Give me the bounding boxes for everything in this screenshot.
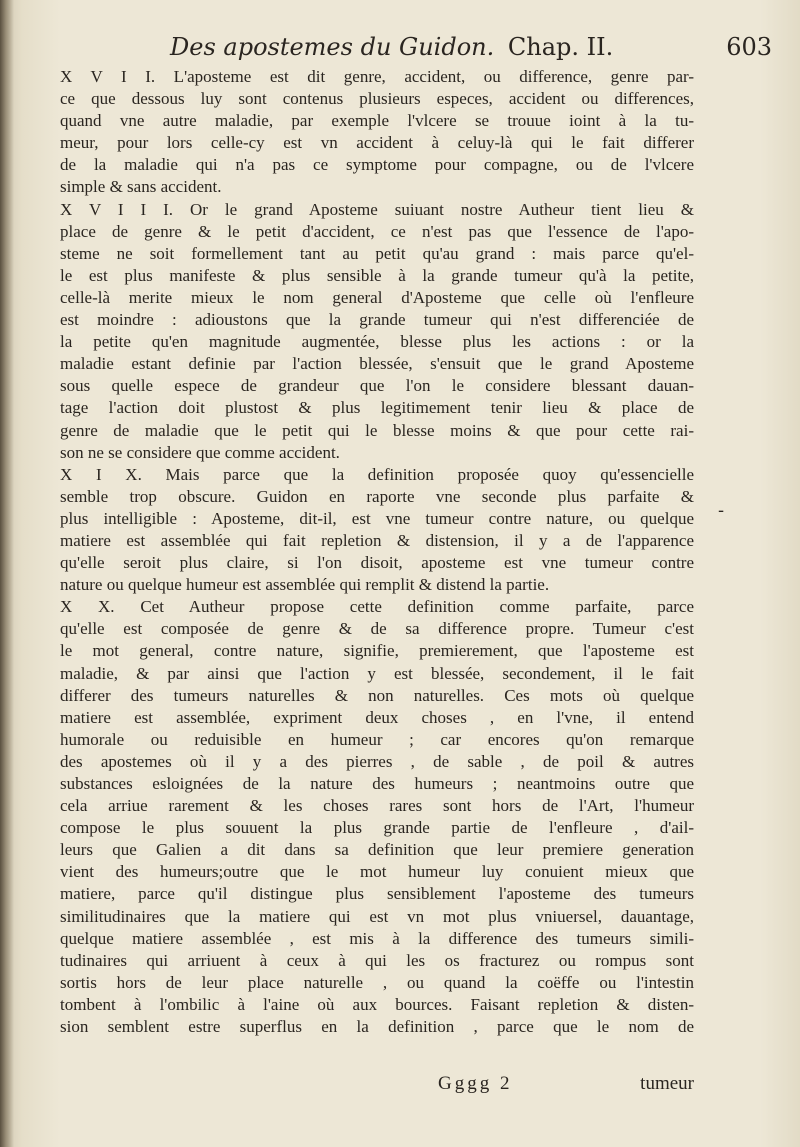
text-line: meur, pour lors celle-cy est vn accident à celuy-là qui le fait differer (60, 133, 694, 153)
text-line: maladie estant definie par l'action blessée, s'ensuit que le grand Aposteme (60, 354, 694, 374)
text-line: similitudinaires que la matiere qui est vn mot plus vniuersel, dauantage, (60, 906, 694, 926)
text-line: plus intelligible : Aposteme, dit-il, est vne tumeur contre nature, ou quelque (60, 508, 694, 528)
text-line: la petite qu'en magnitude augmentée, blesse plus les actions : or la (60, 332, 694, 352)
text-line: sous quelle espece de grandeur que l'on le considere blessant dauan- (60, 376, 694, 396)
text-line: celle-là merite mieux le nom general d'Aposteme que celle où l'enfleure (60, 287, 694, 307)
text-line: son ne se considere que comme accident. (60, 442, 340, 462)
text-line: qu'elle seroit plus claire, si l'on disoit, aposteme est vne tumeur contre (60, 553, 694, 573)
catchword: tumeur (640, 1073, 694, 1094)
text-line: compose le plus souuent la plus grande partie de l'enfleure , d'ail- (60, 818, 694, 838)
text-line: sortis hors de leur place naturelle , ou quand la coëffe ou l'intestin (60, 972, 694, 992)
text-line: simple & sans accident. (60, 177, 222, 197)
text-line: tombent à l'ombilic à l'aine où aux bources. Faisant repletion & disten- (60, 994, 694, 1014)
text-line: substances esloignées de la nature des humeurs ; neantmoins outre que (60, 774, 694, 793)
text-line: humorale ou reduisible en humeur ; car encores qu'on remarque (60, 729, 694, 749)
chapter-label: Chap. II. (507, 33, 614, 61)
text-line: vient des humeurs;outre que le mot humeur luy conuient mieux que (60, 862, 694, 882)
text-line: matiere est assemblée, expriment deux choses , en l'vne, il entend (60, 707, 694, 727)
text-line: tage l'action doit plustost & plus legitimement tenir lieu & place de (60, 398, 694, 418)
page-number: 603 (726, 33, 772, 61)
text-line: sion semblent estre superflus en la definition , parce que le nom de (60, 1017, 694, 1037)
text-line: cela arriue rarement & les choses rares sont hors de l'Art, l'humeur (60, 796, 694, 816)
text-line: qu'elle est composée de genre & de sa difference propre. Tumeur c'est (60, 619, 694, 639)
margin-mark: - (718, 500, 725, 521)
text-line: X X. Cet Autheur propose cette definition comme parfaite, parce (60, 597, 694, 617)
text-line: matiere est assemblée qui fait repletion & distension, il y a de l'apparence (60, 530, 694, 550)
text-line: X V I I I. Or le grand Aposteme suiuant nostre Autheur tient lieu & (60, 199, 694, 219)
text-line: steme ne soit formellement tant au petit qu'au grand : mais parce qu'el- (60, 243, 694, 263)
text-line: nature ou quelque humeur est assemblée qui remplit & distend la partie. (60, 575, 550, 595)
text-line: genre de maladie que le petit qui le blesse moins & que pour cette rai- (60, 420, 694, 440)
text-line: X I X. Mais parce que la definition proposée quoy qu'essencielle (60, 464, 694, 484)
text-line: des apostemes où il y a des pierres , de sable , de poil & autres (60, 751, 694, 771)
text-line: quand vne autre maladie, par exemple l'vlcere se trouue ioint à la tu- (60, 111, 694, 131)
text-line: tudinaires qui arriuent à ceux à qui les os fracturez ou rompus sont (60, 950, 694, 970)
text-line: X V I I. L'aposteme est dit genre, accident, ou difference, genre par- (60, 67, 694, 86)
running-header (170, 30, 780, 64)
text-line: maladie, & par ainsi que l'action y est blessée, secondement, il le fait (60, 663, 694, 683)
text-line: ce que dessous luy sont contenus plusieurs especes, accident ou differences, (60, 89, 694, 109)
text-line: est moindre : adioustons que la grande tumeur qui n'est differenciée de (60, 310, 694, 330)
page-footer (60, 1073, 694, 1097)
text-line: le mot general, contre nature, signifie, premierement, que l'aposteme est (60, 641, 694, 661)
text-line: de la maladie qui n'a pas ce symptome pour compagne, ou de l'vlcere (60, 155, 694, 175)
page-body-text (60, 66, 694, 1038)
text-line: place de genre & le petit d'accident, ce n'est pas que l'essence de l'apo- (60, 221, 694, 241)
text-line: semble trop obscure. Guidon en raporte vne seconde plus parfaite & (60, 486, 694, 506)
signature-mark: Gggg 2 (438, 1073, 513, 1094)
text-line: quelque matiere assemblée , est mis à la difference des tumeurs simili- (60, 928, 694, 948)
text-line: matiere, parce qu'il distingue plus sensiblement l'aposteme des tumeurs (60, 884, 694, 904)
page-gutter-shadow (0, 0, 14, 1147)
running-title: Des apostemes du Guidon. (170, 33, 495, 61)
text-line: leurs que Galien a dit dans sa definition que leur premiere generation (60, 840, 694, 860)
text-line: le est plus manifeste & plus sensible à la grande tumeur qu'à la petite, (60, 265, 694, 285)
text-line: differer des tumeurs naturelles & non naturelles. Ces mots où quelque (60, 685, 694, 705)
